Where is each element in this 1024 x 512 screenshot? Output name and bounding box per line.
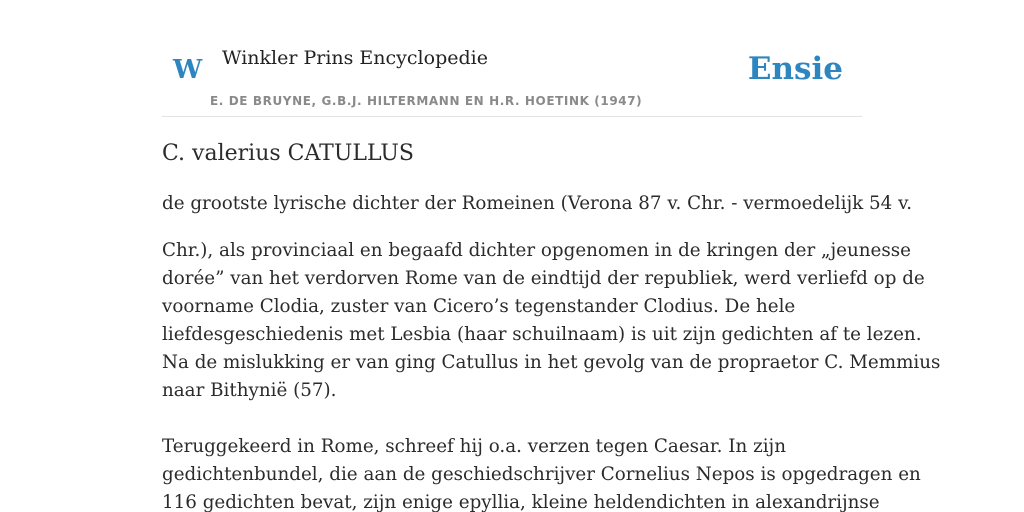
article-title: C. valerius CATULLUS [162, 141, 415, 166]
paragraph-break [162, 405, 872, 433]
body-line: liefdesgeschiedenis met Lesbia (haar schuilnaam) is uit zijn gedichten af te lezen. [162, 324, 922, 345]
ensie-logo[interactable]: Ensie [747, 51, 843, 87]
encyclopedia-authors: E. DE BRUYNE, G.B.J. HILTERMANN EN H.R. HOETINK (1947) [210, 94, 643, 108]
body-line: Na de mislukking er van ging Catullus in het gevolg van de propraetor C. Memmius [162, 352, 941, 373]
wp-logo-icon[interactable]: W [173, 55, 203, 85]
article-lead: de grootste lyrische dichter der Romeinen (Verona 87 v. Chr. - vermoedelijk 54 v. [162, 193, 913, 214]
encyclopedia-title[interactable]: Winkler Prins Encyclopedie [222, 47, 488, 69]
article [162, 138, 941, 512]
body-line: Chr.), als provinciaal en begaafd dichter opgenomen in de kringen der „jeunesse [162, 240, 911, 261]
body-line: gedichtenbundel, die aan de geschiedschrijver Cornelius Nepos is opgedragen en [162, 464, 921, 485]
body-line: Teruggekeerd in Rome, schreef hij o.a. verzen tegen Caesar. In zijn [162, 436, 786, 457]
body-line: voorname Clodia, zuster van Cicero’s tegenstander Clodius. De hele [162, 296, 796, 317]
body-line: dorée” van het verdorven Rome van de eindtijd der republiek, werd verliefd op de [162, 268, 925, 289]
article-body [162, 237, 941, 512]
body-line: 116 gedichten bevat, zijn enige epyllia, kleine heldendichten in alexandrijnse [162, 492, 880, 512]
site-header [162, 0, 862, 117]
body-line: naar Bithynië (57). [162, 380, 337, 401]
